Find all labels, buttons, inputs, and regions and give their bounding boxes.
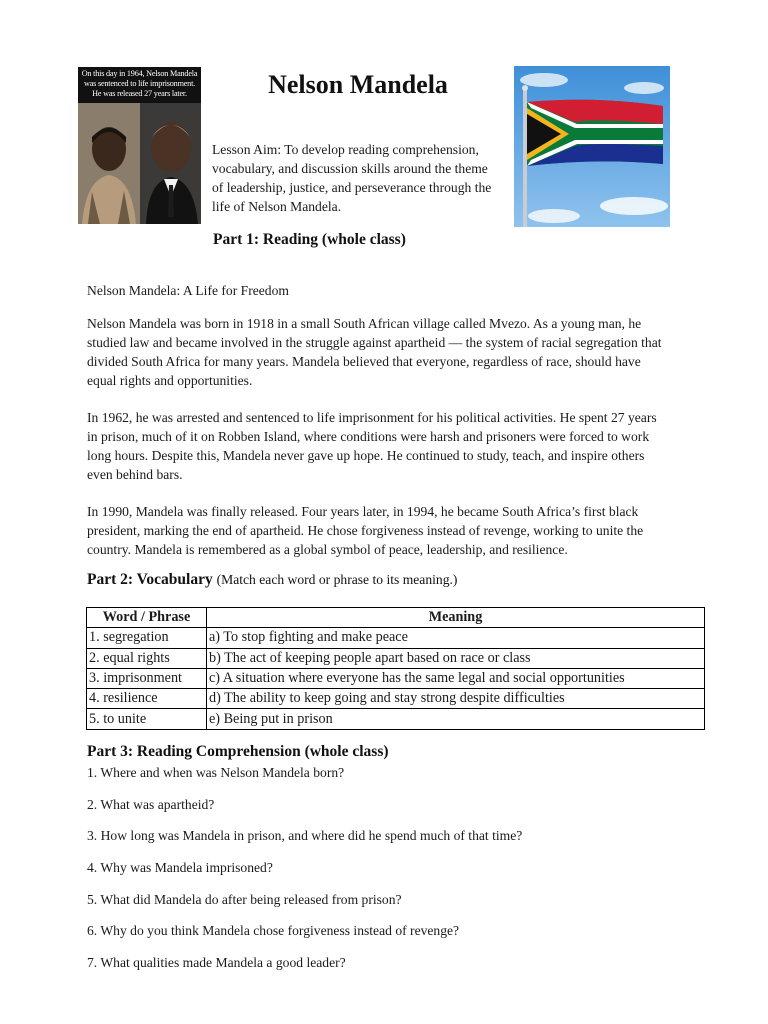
reading-paragraph — [87, 408, 657, 484]
word-cell: 5. to unite — [87, 709, 207, 729]
part1-heading: Part 1: Reading (whole class) — [213, 231, 406, 248]
word-cell: 4. resilience — [87, 689, 207, 709]
paragraph-line: In 1962, he was arrested and sentenced to life imprisonment for his political activities. He spent 27 years — [87, 410, 657, 425]
flag-icon — [514, 66, 670, 227]
lesson-aim-line: Lesson Aim: To develop reading comprehension, — [212, 142, 479, 157]
question-item: 5. What did Mandela do after being released from prison? — [87, 892, 402, 907]
meaning-cell: b) The act of keeping people apart based on race or class — [207, 648, 705, 668]
question-item: 7. What qualities made Mandela a good leader? — [87, 955, 346, 970]
part2-heading — [87, 571, 457, 589]
table-row — [87, 668, 705, 688]
meaning-cell: e) Being put in prison — [207, 709, 705, 729]
question-item: 3. How long was Mandela in prison, and where did he spend much of that time? — [87, 828, 523, 843]
paragraph-line: even behind bars. — [87, 467, 183, 482]
paragraph-line: country. Mandela is remembered as a global symbol of peace, leadership, and resilience. — [87, 542, 568, 557]
word-cell: 2. equal rights — [87, 648, 207, 668]
column-header-meaning: Meaning — [207, 608, 705, 628]
lesson-aim-line: life of Nelson Mandela. — [212, 199, 342, 214]
page-title: Nelson Mandela — [268, 70, 448, 99]
lesson-aim-line: of leadership, justice, and perseverance through the — [212, 180, 492, 195]
table-row — [87, 648, 705, 668]
mandela-photo — [78, 67, 201, 224]
paragraph-line: studied law and became involved in the struggle against apartheid — the system of racial segregation that — [87, 335, 662, 350]
question-item: 4. Why was Mandela imprisoned? — [87, 860, 273, 875]
paragraph-line: in prison, much of it on Robben Island, where conditions were harsh and prisoners were forced to work — [87, 429, 650, 444]
reading-subtitle: Nelson Mandela: A Life for Freedom — [87, 283, 289, 298]
lesson-aim — [212, 140, 512, 216]
vocabulary-table — [86, 607, 705, 730]
paragraph-line: long hours. Despite this, Mandela never gave up hope. He continued to study, teach, and inspire others — [87, 448, 645, 463]
reading-paragraph — [87, 314, 662, 390]
column-header-word: Word / Phrase — [87, 608, 207, 628]
question-item: 6. Why do you think Mandela chose forgiveness instead of revenge? — [87, 923, 460, 938]
photo-caption-line: He was released 27 years later. — [92, 89, 187, 98]
paragraph-line: equal rights and opportunities. — [87, 373, 253, 388]
photo-caption-line: was sentenced to life imprisonment. — [83, 79, 195, 88]
question-item: 2. What was apartheid? — [87, 797, 215, 812]
south-africa-flag-image — [514, 66, 670, 227]
meaning-cell: a) To stop fighting and make peace — [207, 628, 705, 648]
reading-paragraph — [87, 502, 643, 559]
paragraph-line: president, marking the end of apartheid. He chose forgiveness instead of revenge, working to unite the — [87, 523, 644, 538]
lesson-aim-line: vocabulary, and discussion skills around the theme — [212, 161, 488, 176]
part2-title: Part 2: Vocabulary — [87, 571, 213, 588]
table-row — [87, 628, 705, 648]
paragraph-line: In 1990, Mandela was finally released. Four years later, in 1994, he became South Africa’s first black — [87, 504, 639, 519]
word-cell: 1. segregation — [87, 628, 207, 648]
meaning-cell: d) The ability to keep going and stay strong despite difficulties — [207, 689, 705, 709]
part3-heading: Part 3: Reading Comprehension (whole class) — [87, 743, 389, 760]
photo-caption-line: On this day in 1964, Nelson Mandela — [81, 69, 198, 78]
word-cell: 3. imprisonment — [87, 668, 207, 688]
part2-instruction: (Match each word or phrase to its meaning.) — [216, 572, 458, 587]
table-row — [87, 689, 705, 709]
question-item: 1. Where and when was Nelson Mandela born? — [87, 765, 345, 780]
table-row — [87, 709, 705, 729]
portraits-image — [78, 67, 201, 224]
meaning-cell: c) A situation where everyone has the same legal and social opportunities — [207, 668, 705, 688]
paragraph-line: Nelson Mandela was born in 1918 in a small South African village called Mvezo. As a young man, he — [87, 316, 642, 331]
table-header-row — [87, 608, 705, 628]
paragraph-line: divided South Africa for many years. Mandela believed that everyone, regardless of race, should have — [87, 354, 641, 369]
